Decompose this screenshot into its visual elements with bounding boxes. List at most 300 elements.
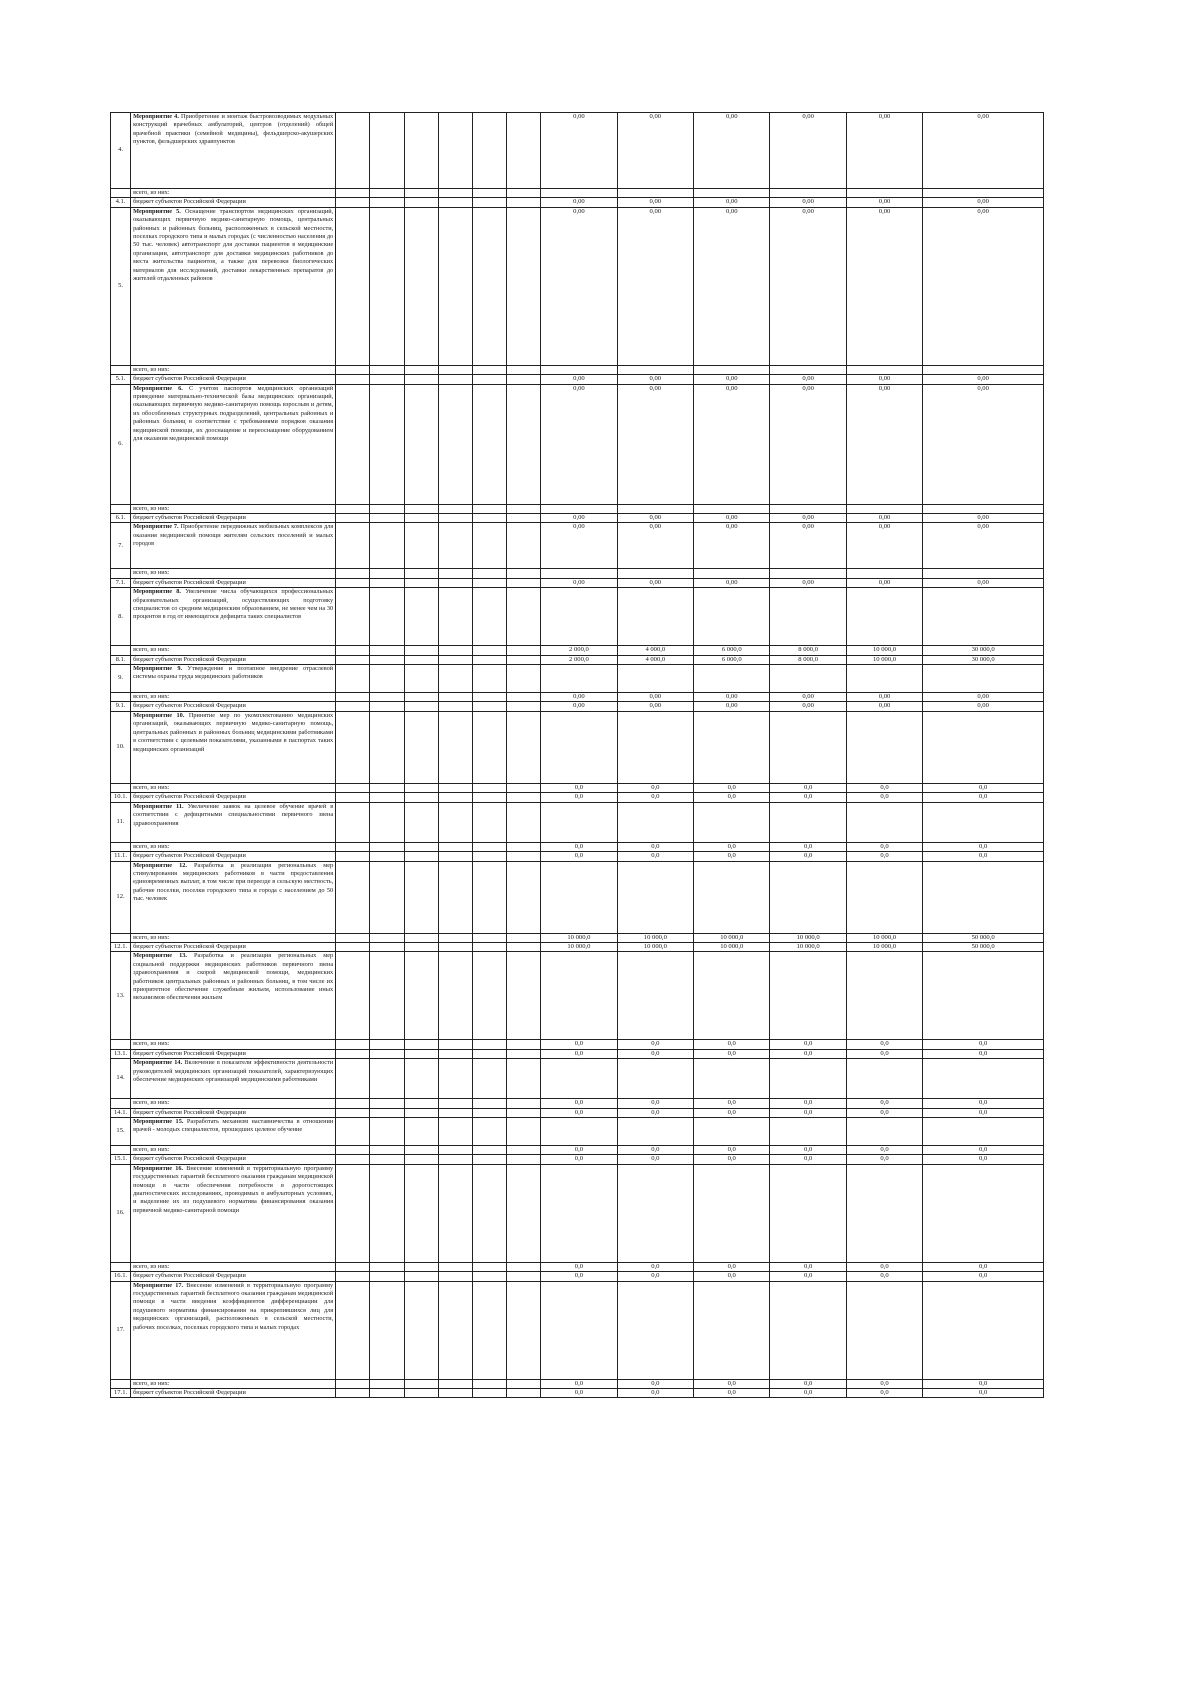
sub-value-cell: 0,00 [694,702,770,711]
total-value-cell [472,1145,506,1154]
sub-value-cell [507,1388,541,1397]
section-description [131,384,336,504]
section-number: 13. [111,952,131,1040]
section-number: 16. [111,1164,131,1262]
value-cell [846,1164,922,1262]
total-value-cell [404,1379,438,1388]
sub-number: 11.1. [111,852,131,861]
sub-value-cell: 10 000,0 [694,942,770,951]
section-description [131,1164,336,1262]
sub-value-cell [438,1272,472,1281]
sub-value-cell [336,702,370,711]
total-value-cell [404,1040,438,1049]
value-cell [438,952,472,1040]
value-cell [541,952,617,1040]
sub-value-cell [472,852,506,861]
value-cell [770,1059,846,1099]
total-value-cell [336,783,370,792]
total-value-cell [404,365,438,374]
value-cell [438,861,472,933]
total-label: всего, из них: [131,1145,336,1154]
total-value-cell: 0,00 [694,693,770,702]
value-cell: 0,00 [846,207,922,365]
value-cell [336,1281,370,1379]
value-cell [336,113,370,189]
section-description [131,207,336,365]
value-cell: 0,00 [541,523,617,569]
total-value-cell: 0,0 [617,1099,693,1108]
sub-value-cell [404,1108,438,1117]
total-value-cell [472,933,506,942]
total-value-cell: 0,00 [770,693,846,702]
total-value-cell: 0,0 [770,1099,846,1108]
sub-value-cell [472,942,506,951]
value-cell [438,523,472,569]
empty-cell [111,1379,131,1388]
sub-value-cell [336,1108,370,1117]
total-value-cell: 0,0 [923,1145,1044,1154]
sub-value-cell: 0,0 [541,1049,617,1058]
sub-value-cell [438,1155,472,1164]
table-row-subtotal [111,793,1044,802]
total-label: всего, из них: [131,842,336,851]
total-value-cell [370,569,404,578]
sub-value-cell: 0,0 [923,1108,1044,1117]
value-cell [846,588,922,646]
total-value-cell: 0,0 [617,783,693,792]
sub-value-cell: 0,0 [846,1049,922,1058]
value-cell [770,711,846,783]
table-row-total [111,933,1044,942]
total-value-cell [336,693,370,702]
total-value-cell: 0,0 [694,842,770,851]
value-cell [541,802,617,842]
sub-value-cell [507,1272,541,1281]
value-cell [370,1117,404,1145]
value-cell [472,588,506,646]
total-value-cell: 0,0 [846,842,922,851]
sub-value-cell [404,793,438,802]
sub-value-cell [472,514,506,523]
total-value-cell [770,569,846,578]
total-value-cell [694,365,770,374]
table-row-subtotal [111,852,1044,861]
section-title: Мероприятие 17. [133,1281,184,1289]
value-cell [404,1281,438,1379]
sub-value-cell: 0,00 [770,375,846,384]
value-cell: 0,00 [770,384,846,504]
value-cell: 0,00 [617,207,693,365]
sub-value-cell [472,793,506,802]
section-title: Мероприятие 7. [133,523,179,531]
total-value-cell [472,189,506,198]
sub-value-cell: 0,0 [770,793,846,802]
total-value-cell [404,933,438,942]
empty-cell [111,1262,131,1271]
total-value-cell: 6 000,0 [694,646,770,655]
total-value-cell: 10 000,0 [694,933,770,942]
value-cell: 0,00 [846,384,922,504]
total-value-cell [507,1040,541,1049]
section-text: Внесение изменений в территориальную программу государственных гарантий бесплатного оказания гражданам медицинской помощи в части введения коэффициентов дифференциации для подушевого норматива финансирования на прикрепившихся лиц для медицинских организаций, расположенных в сельской местности, рабочих поселках, поселках городского типа и малых городах [133,1281,334,1331]
value-cell [438,207,472,365]
total-value-cell [370,842,404,851]
section-description [131,1117,336,1145]
sub-value-cell [472,578,506,587]
empty-cell [111,1099,131,1108]
value-cell: 0,00 [541,384,617,504]
empty-cell [111,1145,131,1154]
value-cell [770,1281,846,1379]
sub-number: 5.1. [111,375,131,384]
sub-value-cell: 0,00 [923,702,1044,711]
value-cell [404,588,438,646]
value-cell [694,665,770,693]
section-description [131,1281,336,1379]
table-row-subtotal [111,1388,1044,1397]
value-cell [404,1164,438,1262]
total-value-cell [404,1262,438,1271]
sub-value-cell [370,793,404,802]
value-cell [404,711,438,783]
table-row-subtotal [111,198,1044,207]
total-value-cell [472,842,506,851]
sub-value-cell [404,514,438,523]
section-number: 9. [111,665,131,693]
total-value-cell [541,569,617,578]
section-number: 14. [111,1059,131,1099]
total-value-cell [507,504,541,513]
table-row [111,588,1044,646]
table-row [111,113,1044,189]
section-text: Увеличение заявок на целевое обучение врачей в соответствии с дефицитными специальностями первичного звена здравоохранения [133,802,334,827]
total-value-cell [336,1040,370,1049]
total-label: всего, из них: [131,1099,336,1108]
sub-value-cell: 0,0 [846,1272,922,1281]
value-cell [846,802,922,842]
total-value-cell [770,504,846,513]
value-cell [438,588,472,646]
sub-value-cell: 0,00 [541,514,617,523]
value-cell [541,665,617,693]
section-description [131,861,336,933]
total-value-cell: 0,0 [923,783,1044,792]
sub-value-cell [370,1272,404,1281]
total-label: всего, из них: [131,646,336,655]
total-value-cell [507,933,541,942]
sub-value-cell [336,793,370,802]
total-value-cell [507,189,541,198]
value-cell [507,207,541,365]
total-value-cell: 0,0 [541,1099,617,1108]
value-cell [404,665,438,693]
sub-number: 7.1. [111,578,131,587]
total-value-cell: 0,0 [770,1040,846,1049]
total-value-cell [472,646,506,655]
value-cell [507,711,541,783]
value-cell [472,523,506,569]
total-label: всего, из них: [131,933,336,942]
total-value-cell [336,504,370,513]
empty-cell [111,693,131,702]
total-value-cell: 0,0 [770,1262,846,1271]
total-value-cell: 0,0 [770,842,846,851]
value-cell: 0,00 [541,207,617,365]
total-value-cell: 0,0 [541,783,617,792]
sub-value-cell: 4 000,0 [617,655,693,664]
sub-value-cell [438,375,472,384]
sub-value-cell: 0,0 [541,1155,617,1164]
total-value-cell: 0,0 [541,1379,617,1388]
sub-value-cell: 10 000,0 [541,942,617,951]
section-title: Мероприятие 8. [133,588,182,596]
total-value-cell: 0,0 [923,1099,1044,1108]
sub-value-cell: 0,0 [694,1108,770,1117]
value-cell [370,113,404,189]
sub-value-cell: 0,00 [617,702,693,711]
sub-value-cell [472,1388,506,1397]
sub-value-cell [336,1155,370,1164]
value-cell: 0,00 [694,113,770,189]
value-cell [370,861,404,933]
sub-label: бюджет субъектов Российской Федерации [131,1049,336,1058]
sub-value-cell [370,1108,404,1117]
sub-value-cell: 0,0 [770,1049,846,1058]
total-value-cell: 0,0 [770,783,846,792]
value-cell [846,711,922,783]
sub-value-cell: 0,0 [770,1272,846,1281]
sub-value-cell: 6 000,0 [694,655,770,664]
value-cell [507,861,541,933]
total-value-cell [404,693,438,702]
total-value-cell: 0,0 [617,842,693,851]
section-text: Внесение изменений в территориальную программу государственных гарантий бесплатного оказания гражданам медицинской помощи в части обеспечения потребности в дорогостоящих диагностических исследованиях, проводимых в амбулаторных условиях, и выделение их из подушевого норматива финансирования оказания первичной медико-санитарной помощи [133,1164,334,1214]
value-cell [923,802,1044,842]
value-cell [472,1117,506,1145]
table-row-total [111,693,1044,702]
total-value-cell [404,569,438,578]
value-cell [846,861,922,933]
empty-cell [111,365,131,374]
table-row [111,952,1044,1040]
sub-value-cell [472,655,506,664]
table-row-subtotal [111,702,1044,711]
value-cell [694,1164,770,1262]
value-cell [336,802,370,842]
total-value-cell [438,1379,472,1388]
value-cell [541,1281,617,1379]
value-cell [507,384,541,504]
table-row-total [111,1099,1044,1108]
sub-value-cell [404,375,438,384]
total-value-cell [438,646,472,655]
total-value-cell: 0,0 [846,783,922,792]
sub-value-cell: 0,0 [617,1155,693,1164]
sub-value-cell: 0,0 [846,793,922,802]
total-value-cell [472,569,506,578]
sub-value-cell [404,1049,438,1058]
value-cell [507,523,541,569]
total-value-cell [404,783,438,792]
total-value-cell: 0,0 [846,1145,922,1154]
total-value-cell [370,1379,404,1388]
value-cell [507,665,541,693]
total-value-cell: 4 000,0 [617,646,693,655]
total-value-cell: 0,0 [770,1145,846,1154]
sub-number: 8.1. [111,655,131,664]
empty-cell [111,646,131,655]
sub-label: бюджет субъектов Российской Федерации [131,375,336,384]
value-cell [336,1117,370,1145]
sub-value-cell: 0,00 [923,198,1044,207]
total-value-cell [370,1040,404,1049]
value-cell [507,113,541,189]
value-cell: 0,00 [770,113,846,189]
empty-cell [111,842,131,851]
table-row-total [111,646,1044,655]
value-cell: 0,00 [617,523,693,569]
total-label: всего, из них: [131,1262,336,1271]
sub-value-cell: 0,00 [846,375,922,384]
total-value-cell [507,783,541,792]
sub-number: 10.1. [111,793,131,802]
total-value-cell: 0,0 [923,1040,1044,1049]
total-value-cell: 10 000,0 [846,646,922,655]
total-value-cell [404,842,438,851]
value-cell [438,665,472,693]
sub-label: бюджет субъектов Российской Федерации [131,852,336,861]
total-value-cell: 0,0 [617,1379,693,1388]
value-cell [370,711,404,783]
value-cell [617,802,693,842]
value-cell [507,1164,541,1262]
sub-value-cell: 0,00 [770,578,846,587]
section-text: Приобретение и монтаж быстровозводимых модульных конструкций врачебных амбулаторий, центров (отделений) общей врачебной практики (семейной медицины), фельдшерско-акушерских пунктов, фельдшерских здравпунктов [133,113,334,146]
value-cell [846,665,922,693]
table-row-total [111,1145,1044,1154]
value-cell [472,384,506,504]
value-cell [617,1281,693,1379]
sub-value-cell: 0,0 [541,852,617,861]
value-cell [694,1059,770,1099]
sub-value-cell: 0,0 [846,1388,922,1397]
value-cell [438,802,472,842]
value-cell [617,588,693,646]
table-row-subtotal [111,1272,1044,1281]
sub-value-cell [370,375,404,384]
sub-value-cell [370,1388,404,1397]
total-value-cell: 0,0 [770,1379,846,1388]
table-row-total [111,783,1044,792]
sub-value-cell [404,1388,438,1397]
value-cell [336,588,370,646]
value-cell [472,952,506,1040]
value-cell: 0,00 [617,113,693,189]
value-cell [472,207,506,365]
total-value-cell: 50 000,0 [923,933,1044,942]
total-value-cell [370,1145,404,1154]
total-value-cell: 2 000,0 [541,646,617,655]
total-value-cell [846,504,922,513]
sub-value-cell [438,702,472,711]
total-value-cell [336,189,370,198]
value-cell [770,1117,846,1145]
value-cell [770,588,846,646]
sub-value-cell: 0,00 [923,578,1044,587]
section-text: Утверждение и поэтапное внедрение отраслевой системы охраны труда медицинских работников [133,665,334,681]
table-row-total [111,569,1044,578]
sub-value-cell: 0,0 [694,1388,770,1397]
value-cell [404,1117,438,1145]
sub-value-cell: 0,00 [846,514,922,523]
value-cell [404,1059,438,1099]
total-value-cell [507,842,541,851]
value-cell [370,207,404,365]
value-cell [770,802,846,842]
sub-value-cell [438,578,472,587]
sub-value-cell: 0,0 [846,1155,922,1164]
value-cell: 0,00 [923,207,1044,365]
table-row [111,523,1044,569]
sub-value-cell [507,942,541,951]
total-value-cell [770,189,846,198]
total-value-cell [507,1145,541,1154]
total-value-cell [846,365,922,374]
value-cell [923,665,1044,693]
total-value-cell [438,783,472,792]
value-cell [438,113,472,189]
sub-value-cell: 0,00 [770,514,846,523]
value-cell [472,665,506,693]
section-text: Приобретение передвижных мобильных комплексов для оказания медицинской помощи жителям сельских поселений и малых городов [133,523,334,548]
total-label: всего, из них: [131,189,336,198]
sub-value-cell [472,198,506,207]
sub-value-cell: 0,0 [846,852,922,861]
total-value-cell [846,189,922,198]
sub-value-cell [507,852,541,861]
total-value-cell: 0,0 [694,1145,770,1154]
table-row-subtotal [111,942,1044,951]
table-row [111,1164,1044,1262]
sub-value-cell [370,702,404,711]
total-value-cell [404,504,438,513]
table-row [111,665,1044,693]
total-value-cell: 0,0 [541,1145,617,1154]
total-value-cell [438,933,472,942]
total-value-cell [438,1145,472,1154]
table-row [111,711,1044,783]
sub-value-cell: 0,0 [923,1272,1044,1281]
sub-number: 6.1. [111,514,131,523]
total-value-cell: 10 000,0 [846,933,922,942]
total-value-cell: 0,0 [541,1040,617,1049]
table-body [111,113,1044,1398]
total-value-cell [507,1099,541,1108]
total-value-cell: 0,0 [541,1262,617,1271]
sub-value-cell [370,514,404,523]
section-description [131,802,336,842]
section-text: Оснащение транспортом медицинских организаций, оказывающих первичную медико-санитарную помощь, центральных районных и районных больниц, расположенных в сельской местности, поселках городского типа и малых городах (с численностью населения до 50 тыс. человек) автотранспорт для доставки пациентов в медицинские организации, автотранспорт для доставки медицинских работников до места жительства пациентов, а также для перевозки биологических материалов для исследований, доставки лекарственных препаратов до жителей отдаленных районов [133,207,334,283]
sub-number: 15.1. [111,1155,131,1164]
value-cell [507,1117,541,1145]
sub-value-cell [336,514,370,523]
sub-value-cell [507,793,541,802]
sub-number: 9.1. [111,702,131,711]
section-title: Мероприятие 13. [133,952,187,960]
sub-value-cell: 0,00 [541,198,617,207]
sub-value-cell [507,578,541,587]
total-value-cell: 0,0 [923,1262,1044,1271]
